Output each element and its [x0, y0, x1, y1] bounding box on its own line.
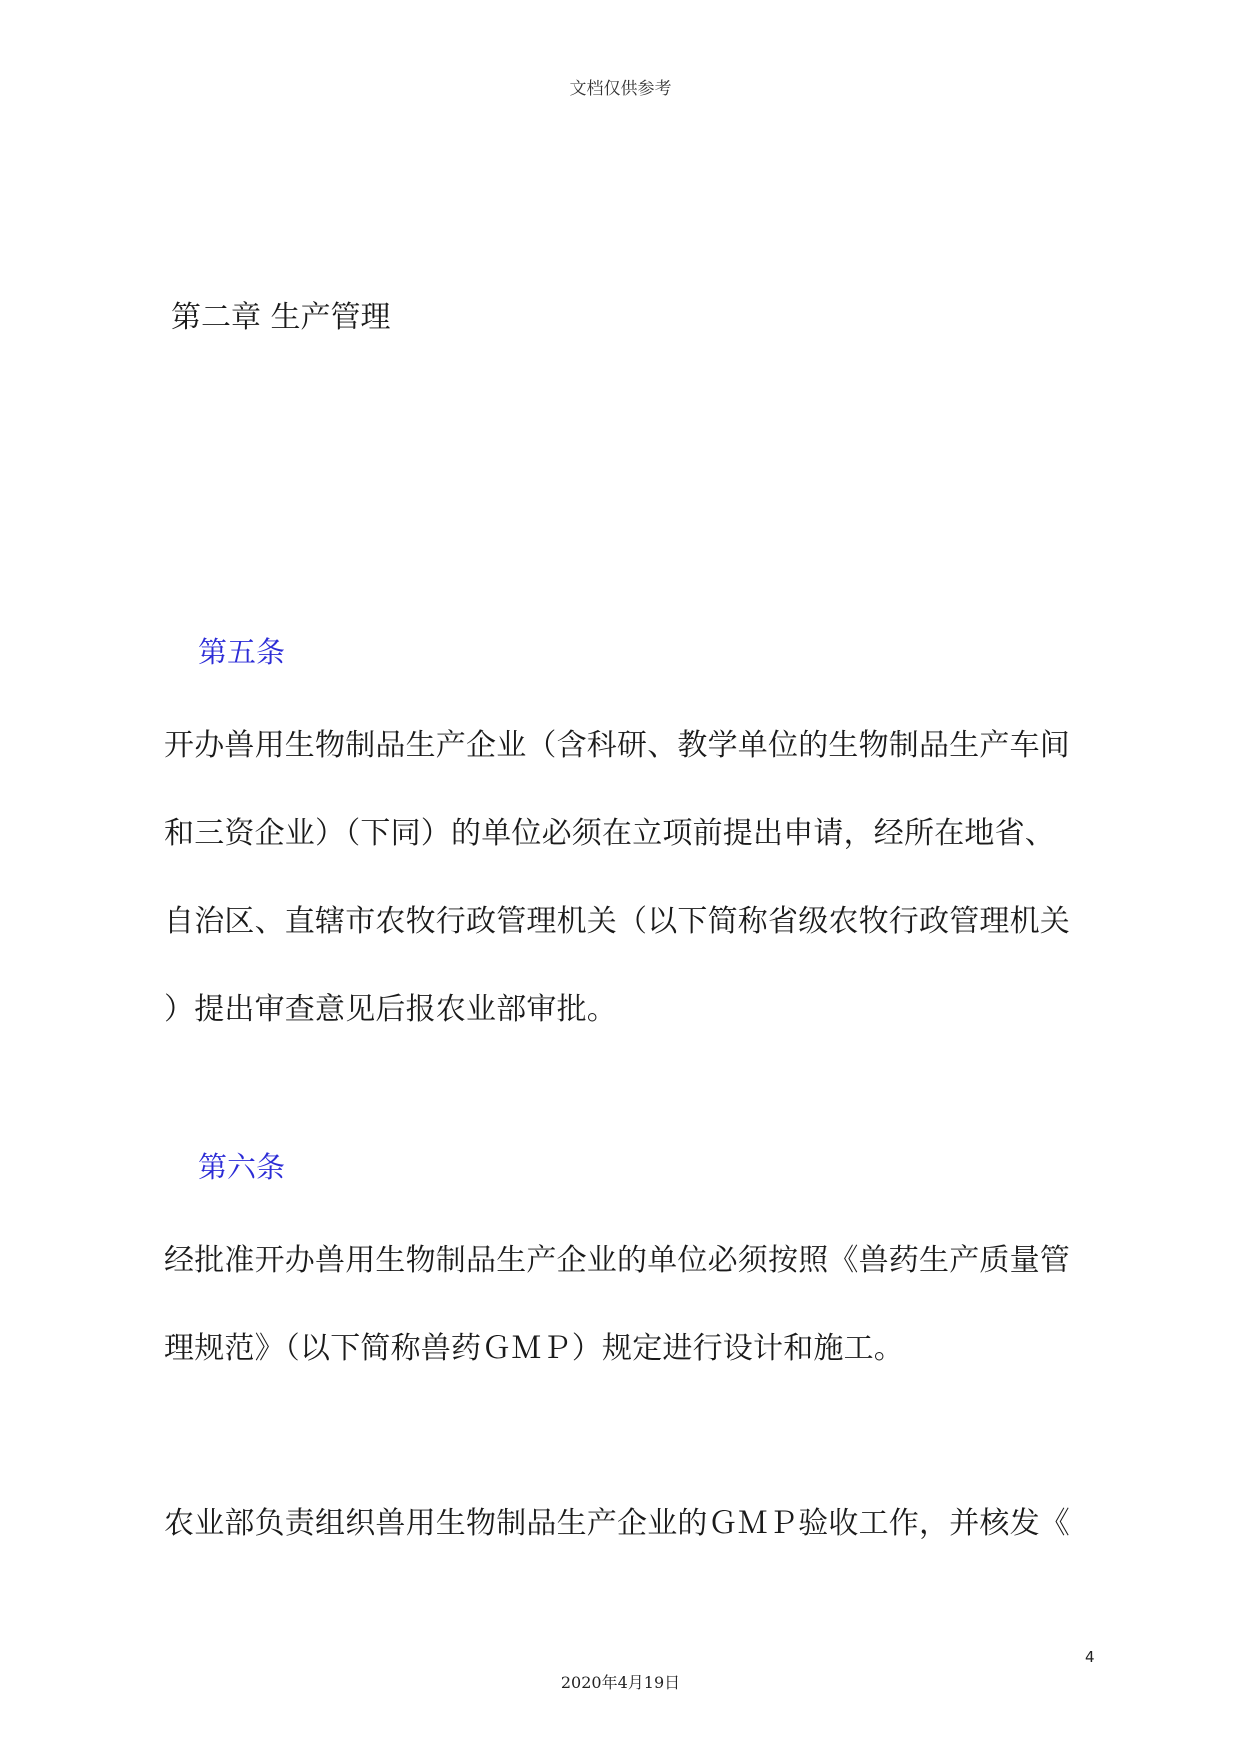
article-title[interactable]: 第六条	[198, 1150, 286, 1184]
page-header: 文档仅供参考	[569, 79, 672, 99]
page-footer-date: 2020年4月19日	[560, 1673, 681, 1692]
paragraph-line: 和三资企业）（下同）的单位必须在立项前提出申请，经所在地省、	[164, 816, 1055, 851]
page-number: 4	[1085, 1648, 1095, 1666]
paragraph-line: 农业部负责组织兽用生物制品生产企业的ＧＭＰ验收工作，并核发《	[164, 1506, 1070, 1541]
paragraph-line: 自治区、直辖市农牧行政管理机关（以下简称省级农牧行政管理机关	[164, 904, 1070, 939]
paragraph-line: 经批准开办兽用生物制品生产企业的单位必须按照《兽药生产质量管	[164, 1243, 1070, 1278]
paragraph-line: 开办兽用生物制品生产企业（含科研、教学单位的生物制品生产车间	[164, 728, 1070, 763]
paragraph-line: ）提出审查意见后报农业部审批。	[164, 992, 617, 1027]
article-title[interactable]: 第五条	[198, 635, 286, 669]
paragraph-line: 理规范》（以下简称兽药ＧＭＰ）规定进行设计和施工。	[164, 1331, 904, 1366]
chapter-title: 第二章 生产管理	[171, 300, 391, 335]
